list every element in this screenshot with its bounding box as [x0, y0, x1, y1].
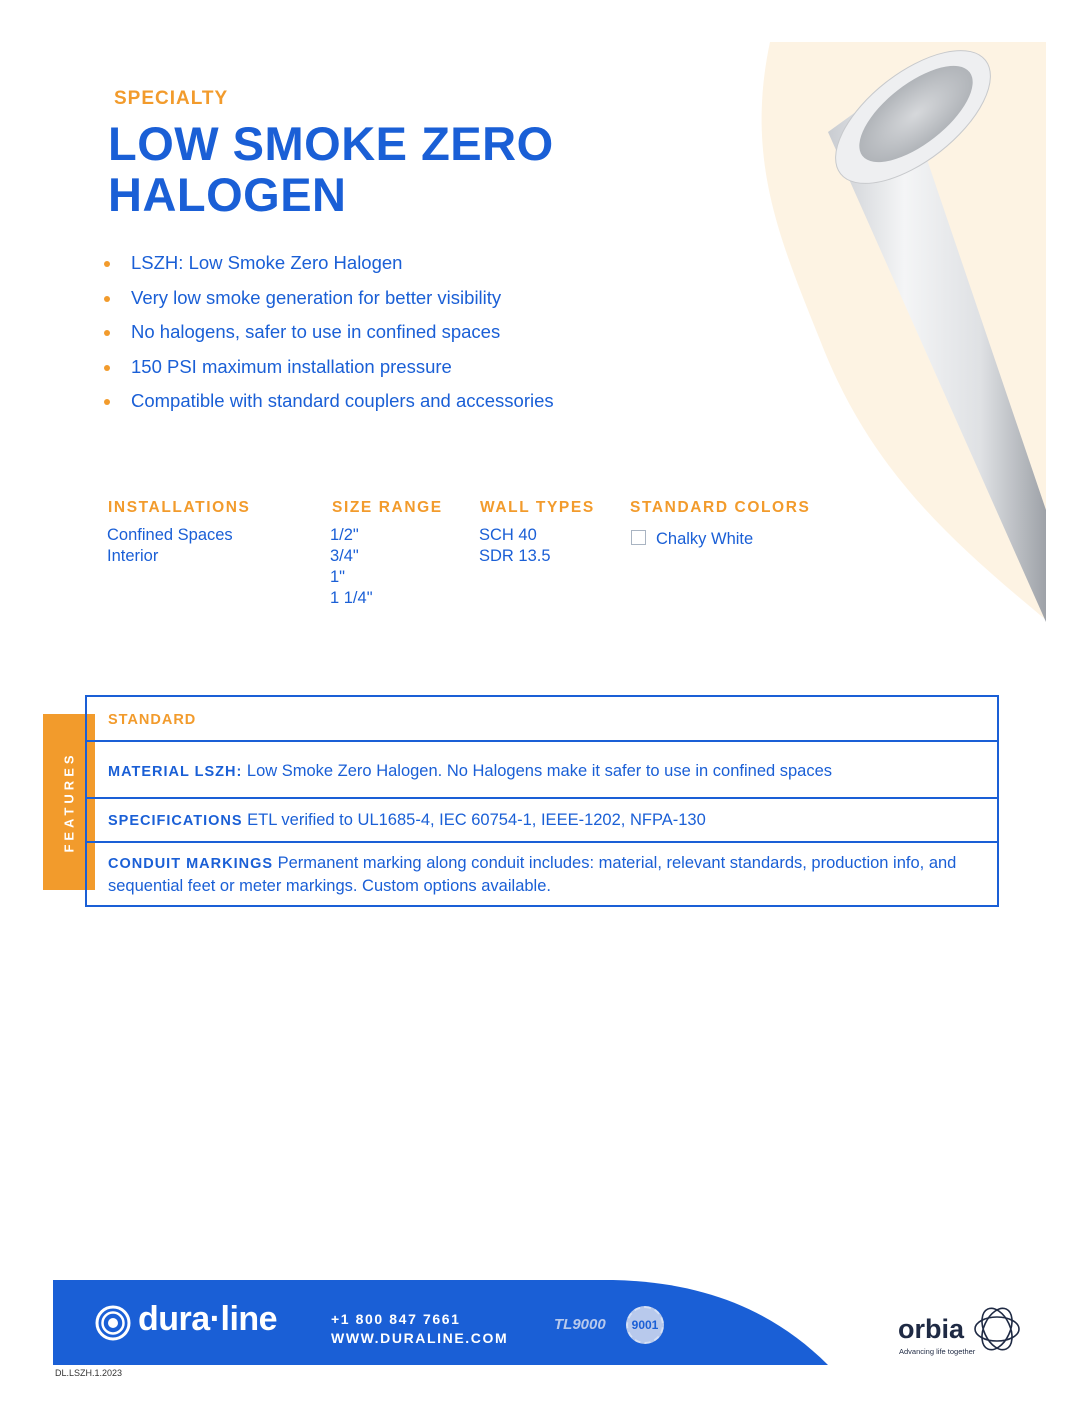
website-link[interactable]: WWW.DURALINE.COM	[331, 1330, 509, 1346]
feature-row-material	[87, 740, 997, 797]
iso-9001-text: 9001	[631, 1318, 659, 1332]
iso-9001-seal-icon	[626, 1306, 664, 1344]
color-swatch	[631, 530, 646, 545]
installation-item: Interior	[107, 547, 159, 565]
features-header: STANDARD	[108, 712, 197, 728]
title-line-2: HALOGEN	[108, 168, 347, 221]
bullet-item: Compatible with standard couplers and accessories	[100, 384, 554, 419]
wall-types-heading: WALL TYPES	[480, 499, 595, 516]
size-item: 3/4"	[330, 547, 359, 565]
feature-bullet-list	[100, 246, 554, 419]
contact-block	[331, 1310, 508, 1348]
bullet-item: LSZH: Low Smoke Zero Halogen	[100, 246, 554, 281]
category-kicker: SPECIALTY	[114, 88, 229, 109]
orbia-logo-icon	[972, 1303, 1022, 1360]
feature-text: Permanent marking along conduit includes: material, relevant standards, production info, and sequential feet or meter markings. Custom options available.	[108, 854, 957, 895]
size-item: 1"	[330, 568, 346, 586]
installation-item: Confined Spaces	[107, 526, 233, 544]
features-header-row	[87, 697, 997, 741]
size-range-heading: SIZE RANGE	[332, 499, 443, 516]
duraline-wordmark: dura·line	[138, 1300, 278, 1338]
wall-types-list	[479, 525, 551, 567]
installations-list	[107, 525, 233, 567]
standard-colors-list	[631, 529, 753, 550]
installations-heading: INSTALLATIONS	[108, 499, 251, 516]
feature-label: SPECIFICATIONS	[108, 813, 243, 829]
feature-row-specifications	[87, 797, 997, 842]
color-item	[631, 529, 753, 550]
tl9000-badge: TL9000	[554, 1316, 606, 1333]
feature-label: CONDUIT MARKINGS	[108, 856, 274, 872]
size-item: 1/2"	[330, 526, 359, 544]
pipe-illustration	[750, 40, 1050, 630]
bullet-item: No halogens, safer to use in confined spaces	[100, 315, 554, 350]
feature-label: MATERIAL LSZH:	[108, 764, 243, 780]
orbia-wordmark: orbia	[898, 1314, 965, 1344]
bullet-item: 150 PSI maximum installation pressure	[100, 350, 554, 385]
wall-type-item: SCH 40	[479, 526, 537, 544]
standard-colors-heading: STANDARD COLORS	[630, 499, 811, 516]
duraline-logo-icon	[95, 1305, 131, 1341]
features-tab-label: FEATURES	[61, 751, 77, 853]
title-line-1: LOW SMOKE ZERO	[108, 117, 554, 170]
phone-number: +1 800 847 7661	[331, 1311, 461, 1327]
wall-type-item: SDR 13.5	[479, 547, 551, 565]
feature-text: ETL verified to UL1685-4, IEC 60754-1, IEEE-1202, NFPA-130	[247, 811, 706, 829]
feature-row-conduit-markings	[87, 841, 997, 907]
page-title	[108, 118, 554, 220]
orbia-tagline: Advancing life together	[899, 1347, 976, 1356]
size-range-list	[330, 525, 373, 609]
features-table	[85, 695, 999, 907]
document-id: DL.LSZH.1.2023	[55, 1368, 123, 1378]
color-name: Chalky White	[656, 530, 754, 548]
feature-text: Low Smoke Zero Halogen. No Halogens make it safer to use in confined spaces	[246, 762, 833, 780]
size-item: 1 1/4"	[330, 589, 373, 607]
bullet-item: Very low smoke generation for better visibility	[100, 281, 554, 316]
